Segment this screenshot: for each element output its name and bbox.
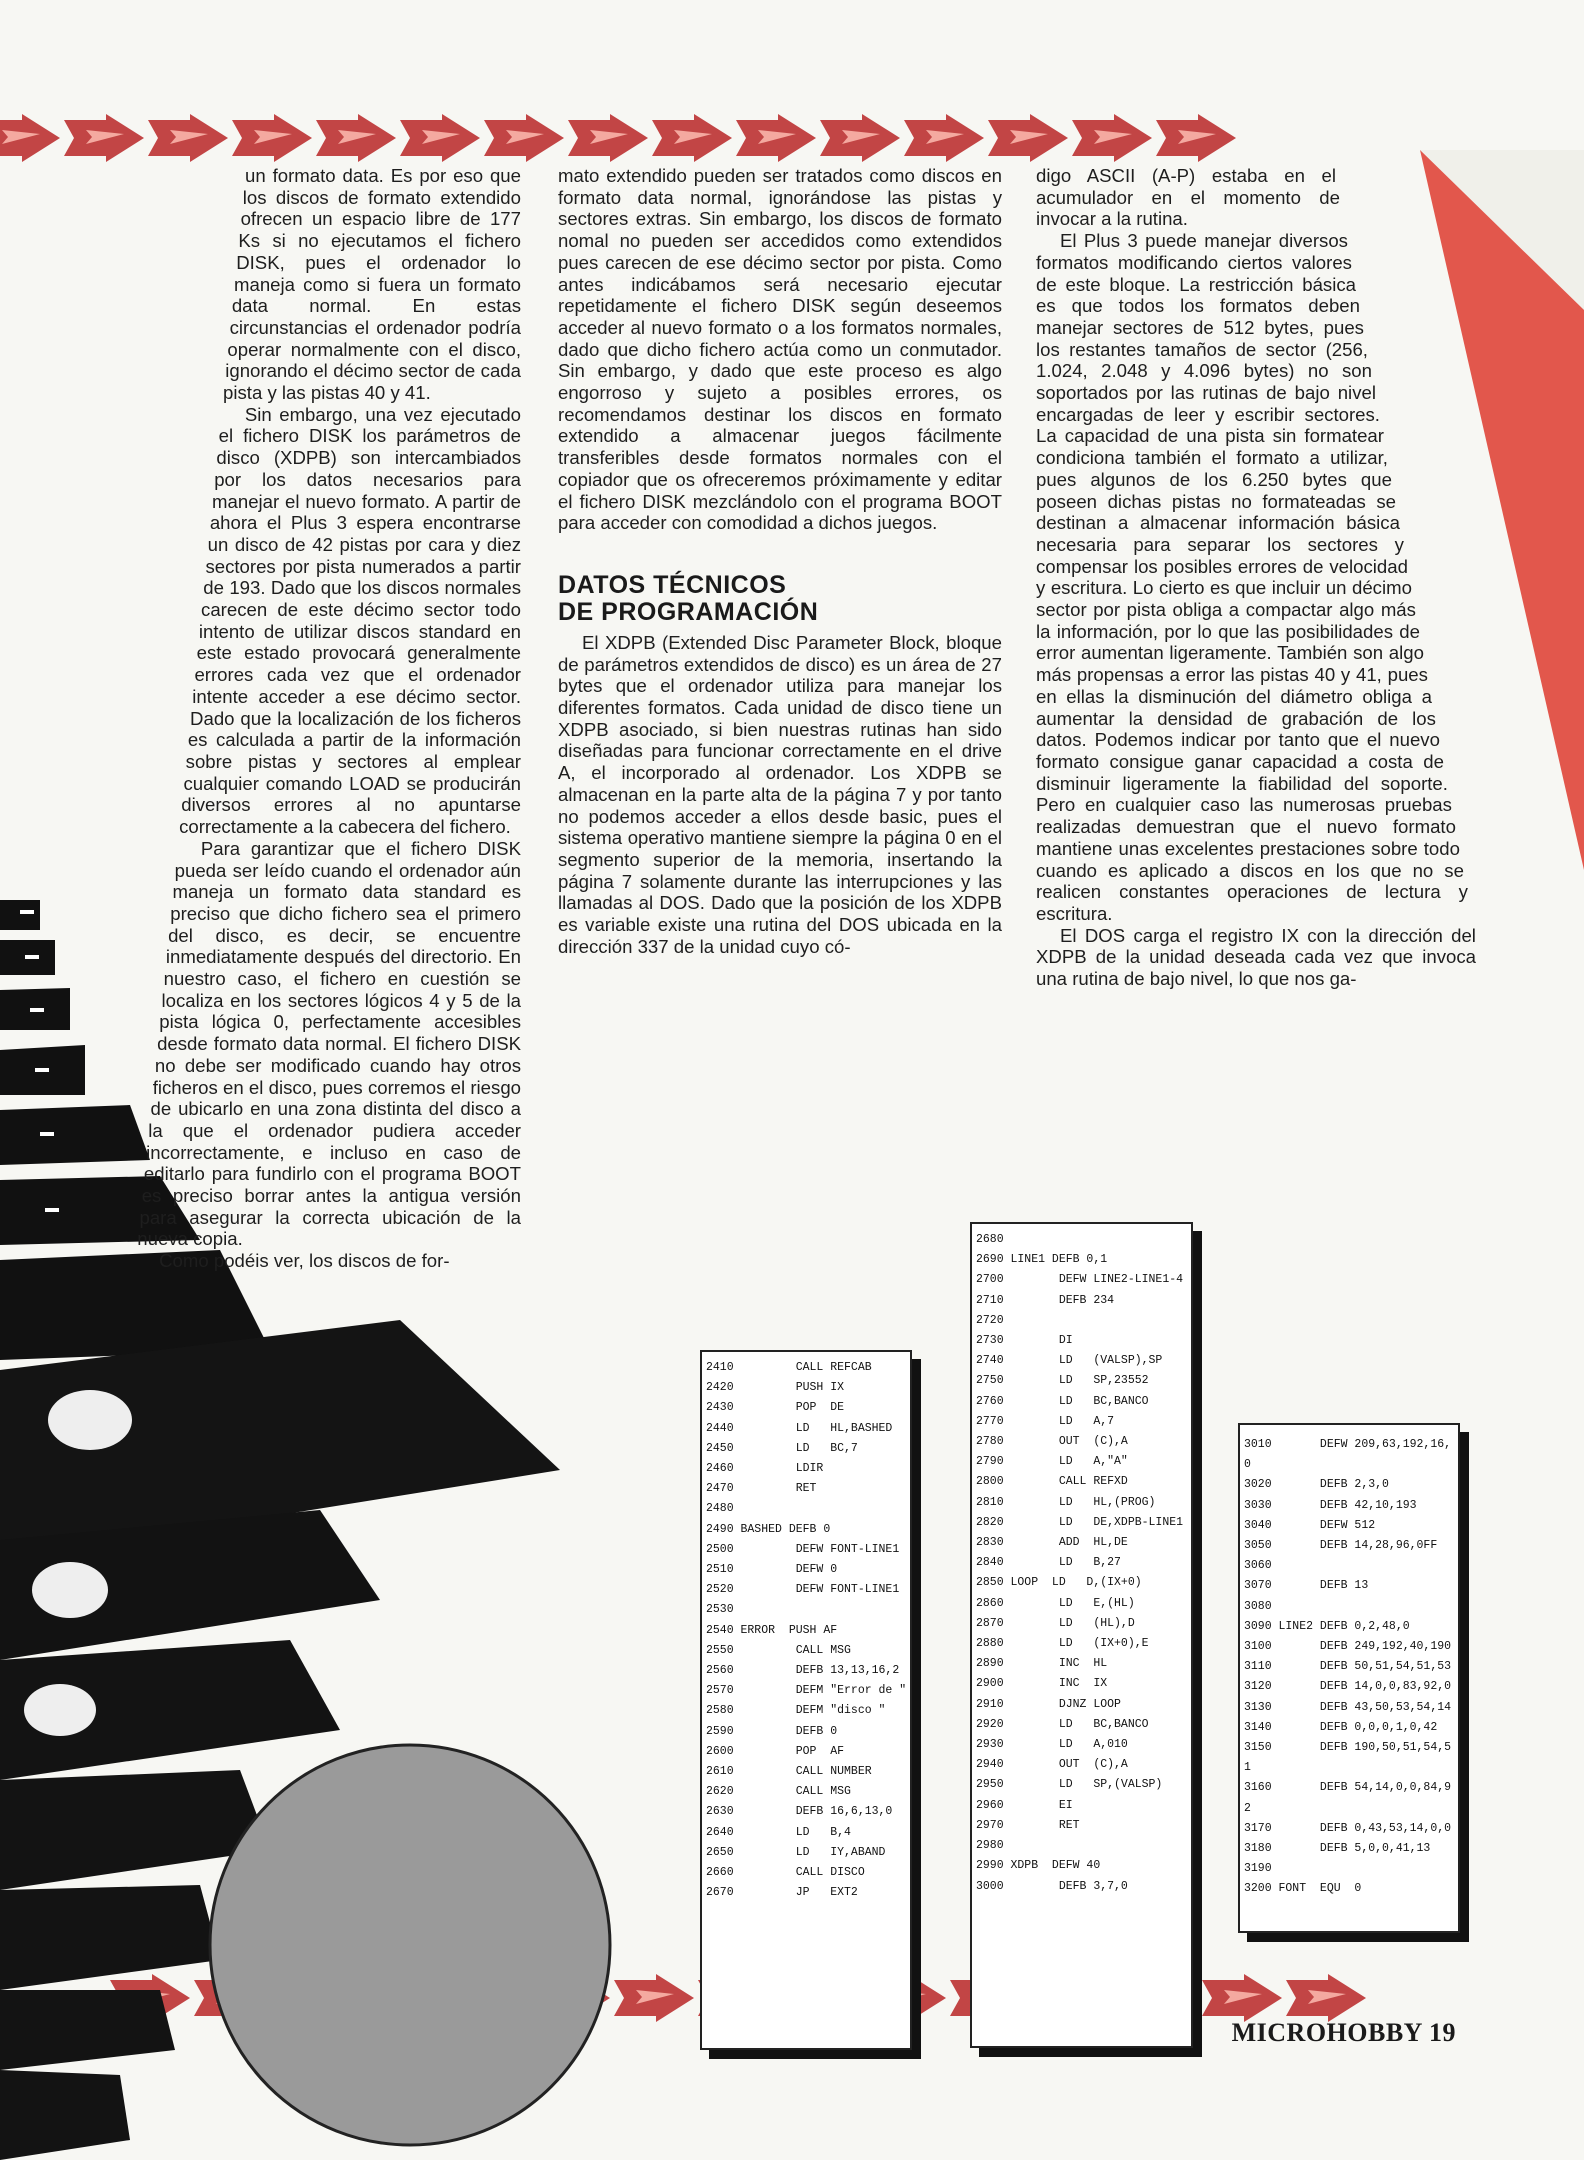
code-line: 2610 CALL NUMBER xyxy=(706,1765,872,1779)
code-line: 2490 BASHED DEFB 0 xyxy=(706,1522,831,1536)
code-line: 2540 ERROR PUSH AF xyxy=(706,1623,838,1637)
code-line: 3000 DEFB 3,7,0 xyxy=(976,1879,1128,1893)
code-line: 2600 POP AF xyxy=(706,1744,845,1758)
code-line: 2520 DEFW FONT-LINE1 xyxy=(706,1583,900,1597)
code-line: 2940 OUT (C),A xyxy=(976,1758,1128,1772)
code-line: 2950 LD SP,(VALSP) xyxy=(976,1778,1163,1792)
code-line: 2630 DEFB 16,6,13,0 xyxy=(706,1805,893,1819)
code-line: 2420 PUSH IX xyxy=(706,1381,845,1395)
code-line: 1 xyxy=(1244,1761,1251,1775)
arrow-icon xyxy=(988,114,1068,162)
code-line: 3190 xyxy=(1244,1862,1272,1876)
arrow-icon xyxy=(1072,114,1152,162)
arrow-icon xyxy=(820,114,900,162)
arrow-icon xyxy=(400,114,480,162)
code-line: 2790 LD A,"A" xyxy=(976,1455,1128,1469)
code-line: 3060 xyxy=(1244,1559,1272,1573)
arrow-icon xyxy=(0,114,60,162)
code-line: 3010 DEFW 209,63,192,16, xyxy=(1244,1438,1452,1451)
code-line: 3180 DEFB 5,0,0,41,13 xyxy=(1244,1842,1431,1856)
code-line: 2550 CALL MSG xyxy=(706,1643,851,1657)
code-listing-2 xyxy=(970,1222,1193,2048)
disk-circle-icon xyxy=(210,1745,610,2145)
arrow-icon xyxy=(316,114,396,162)
arrow-icon xyxy=(1202,1974,1282,2022)
code-line: 2800 CALL REFXD xyxy=(976,1475,1128,1489)
code-line: 2470 RET xyxy=(706,1482,817,1496)
code-line: 2930 LD A,010 xyxy=(976,1738,1128,1752)
code-line: 2590 DEFB 0 xyxy=(706,1724,838,1738)
code-line: 3050 DEFB 14,28,96,0FF xyxy=(1244,1539,1438,1553)
code-line: 3080 xyxy=(1244,1599,1272,1613)
code-line: 2990 XDPB DEFW 40 xyxy=(976,1859,1101,1873)
column-3 xyxy=(1036,165,1476,990)
arrow-icon xyxy=(652,114,732,162)
code-line: 2440 LD HL,BASHED xyxy=(706,1421,893,1435)
paragraph: El DOS carga el registro IX con la dirección del XDPB de la unidad deseada cada vez que invoca una rutina de bajo nivel, lo que nos ga- xyxy=(1036,924,1476,990)
column-1 xyxy=(85,165,521,1745)
section-title-line-2: DE PROGRAMACIÓN xyxy=(558,597,819,626)
code-line: 3100 DEFB 249,192,40,190 xyxy=(1244,1640,1452,1654)
page-footer xyxy=(1232,2018,1456,2048)
section-title xyxy=(558,572,1002,626)
code-line: 2530 xyxy=(706,1603,734,1617)
page-number: 19 xyxy=(1429,2018,1456,2047)
code-line: 2850 LOOP LD D,(IX+0) xyxy=(976,1576,1142,1590)
code-line: 3020 DEFB 2,3,0 xyxy=(1244,1478,1389,1492)
code-line: 2810 LD HL,(PROG) xyxy=(976,1495,1156,1509)
code-line: 0 xyxy=(1244,1458,1251,1472)
code-line: 3040 DEFW 512 xyxy=(1244,1518,1376,1532)
code-line: 3170 DEFB 0,43,53,14,0,0 xyxy=(1244,1821,1452,1835)
code-line: 2860 LD E,(HL) xyxy=(976,1596,1135,1610)
code-line: 2460 LDIR xyxy=(706,1462,824,1476)
code-line: 2880 LD (IX+0),E xyxy=(976,1637,1149,1651)
code-line: 2710 DEFB 234 xyxy=(976,1293,1115,1307)
code-line: 3110 DEFB 50,51,54,51,53 xyxy=(1244,1660,1452,1674)
code-line: 2820 LD DE,XDPB-LINE1 xyxy=(976,1515,1184,1529)
arrow-icon xyxy=(736,114,816,162)
code-listing-3 xyxy=(1238,1423,1460,1933)
code-line: 2450 LD BC,7 xyxy=(706,1441,858,1455)
code-line: 2620 CALL MSG xyxy=(706,1785,851,1799)
paragraph: El XDPB (Extended Disc Parameter Block, bloque de parámetros extendidos de disco) es un área de 27 bytes que el ordenador utiliza para manejar los diferentes formatos. Cada unidad de disco tiene un XDPB asociado, si bien nuestras rutinas han sido diseñadas para funcionar correctamente en el drive A, el incorporado al ordenador. Los XDPB se almacenan en la parte alta de la página 7 y por tanto no podemos acceder a ellos desde basic, pues el sistema operativo mantiene siempre la página 0 en el segmento superior de la memoria, insertando la página 7 solamente durante las interrupciones y las llamadas al DOS. Dado que la posición de los XDPB es variable existe una rutina del DOS ubicada en la dirección 337 de la unidad cuyo có- xyxy=(558,631,1002,957)
code-line: 3070 DEFB 13 xyxy=(1244,1579,1369,1593)
code-line: 2960 EI xyxy=(976,1798,1073,1812)
paragraph: Como podéis ver, los discos de for- xyxy=(159,1250,450,1272)
code-line: 2660 CALL DISCO xyxy=(706,1866,865,1880)
arrow-decoration-icon xyxy=(0,112,1280,164)
code-line: 2500 DEFW FONT-LINE1 xyxy=(706,1542,900,1556)
arrow-icon xyxy=(484,114,564,162)
code-line: 2780 OUT (C),A xyxy=(976,1435,1128,1449)
code-line: 2560 DEFB 13,13,16,2 xyxy=(706,1664,900,1678)
column-2 xyxy=(558,165,1002,958)
code-line: 3030 DEFB 42,10,193 xyxy=(1244,1498,1417,1512)
arrow-icon xyxy=(64,114,144,162)
code-line: 2920 LD BC,BANCO xyxy=(976,1717,1149,1731)
code-line: 2640 LD B,4 xyxy=(706,1825,851,1839)
code-line: 2430 POP DE xyxy=(706,1401,845,1415)
code-line: 2570 DEFM "Error de " xyxy=(706,1684,907,1698)
code-line: 3090 LINE2 DEFB 0,2,48,0 xyxy=(1244,1619,1410,1633)
code-line: 2480 xyxy=(706,1502,734,1516)
paragraph: mato extendido pueden ser tratados como discos en formato data normal, ignorándose las pistas y sectores extras. Sin embargo, los discos de formato nomal no pueden ser accedidos como extendidos pues carecen de ese décimo sector por pista. Como antes indicábamos será necesario ejecutar repetidamente el fichero DISK según deseemos acceder al nuevo formato o a los formatos normales, dado que dicho fichero actúa como un conmutador. Sin embargo, y dado que este proceso es algo engorroso y sujeto a posibles errores, os recomendamos destinar los discos en formato extendido a almacenar juegos fácilmente transferibles desde formatos normales con el copiador que os ofreceremos próximamente y editar el fichero DISK mezclándolo con el programa BOOT para acceder con comodidad a dichos juegos. xyxy=(558,165,1002,534)
code-line: 2910 DJNZ LOOP xyxy=(976,1697,1121,1711)
code-line: 3160 DEFB 54,14,0,0,84,9 xyxy=(1244,1781,1452,1795)
paragraph: digo ASCII (A-P) estaba en el acumulador en el momento de invocar a la rutina. xyxy=(1036,165,1340,230)
code-line: 2410 CALL REFCAB xyxy=(706,1361,872,1374)
paragraph: Sin embargo, una vez ejecutado el fichero DISK los parámetros de disco (XDPB) son intercambiados por los datos necesarios para manejar el nuevo formato. A partir de ahora el Plus 3 espera encontrarse un disco de 42 pistas por cara y diez sectores por pista numerados a partir de 193. Dado que los discos normales carecen de este décimo sector todo intento de utilizar discos standard en este estado provocará generalmente errores cada vez que el ordenador intente acceder a ese décimo sector. Dado que la localización de los ficheros es calculada a partir de la información sobre pistas y sectores al emplear cualquier comando LOAD se producirán diversos errores al no apuntarse correctamente a la cabecera del fichero. xyxy=(179,403,521,838)
paragraph: Para garantizar que el fichero DISK pueda ser leído cuando el ordenador aún maneja un formato data standard es preciso que dicho fichero sea el primero del disco, es decir, se encuentre inmediatamente después del directorio. En nuestro caso, el fichero en cuestión se localiza en los sectores lógicos 4 y 5 de la pista lógica 0, perfectamente accesibles desde formato data normal. El fichero DISK no debe ser modificado cuando hay otros ficheros en el disco, pues corremos el riesgo de ubicarlo en una zona distinta del disco a la que el ordenador pudiera acceder incorrectamente, e incluso en caso de editarlo para fundirlo con el programa BOOT es preciso borrar antes la antigua versión para asegurar la correcta ubicación de la nueva copia. xyxy=(137,837,521,1250)
code-line: 2580 DEFM "disco " xyxy=(706,1704,886,1718)
code-line: 3130 DEFB 43,50,53,54,14 xyxy=(1244,1700,1452,1714)
code-line: 3150 DEFB 190,50,51,54,5 xyxy=(1244,1741,1452,1755)
paragraph: El Plus 3 puede manejar diversos formatos modificando ciertos valores de este bloque. La restricción básica es que todos los formatos deben manejar sectores de 512 bytes, pues los restantes tamaños de sector (256, 1.024, 2.048 y 4.096 bytes) no son soportados por las rutinas de bajo nivel encargadas de leer y escribir sectores. La capacidad de una pista sin formatear condiciona también el formato a utilizar, pues algunos de los 6.250 bytes que poseen dichas pistas no formateadas se destinan a almacenar información básica necesaria para separar los sectores y compensar los posibles errores de velocidad y escritura. Lo cierto es que incluir un décimo sector por pista obliga a compactar algo más la información, por lo que las posibilidades de error aumentan ligeramente. También son algo más propensas a error las pistas 40 y 41, pues en ellas la disminución del diámetro obliga a aumentar la densidad de grabación de los datos. Podemos indicar por tanto que el nuevo formato consigue ganar capacidad a costa de disminuir ligeramente la fiabilidad del soporte. Pero en cualquier caso las numerosas pruebas realizadas demuestran que el nuevo formato mantiene unas excelentes prestaciones sobre todo cuando es aplicado a discos en los que no se realicen constantes operaciones de lectura y escritura. xyxy=(1036,230,1468,924)
code-line: 2770 LD A,7 xyxy=(976,1414,1115,1428)
arrow-icon xyxy=(148,114,228,162)
code-line: 3200 FONT EQU 0 xyxy=(1244,1882,1362,1896)
magazine-name: MICROHOBBY xyxy=(1231,2018,1422,2047)
top-arrow-strip xyxy=(0,112,1280,164)
code-line: 2720 xyxy=(976,1313,1004,1327)
arrow-icon xyxy=(568,114,648,162)
section-title-line-1: DATOS TÉCNICOS xyxy=(558,570,787,599)
code-line: 2830 ADD HL,DE xyxy=(976,1536,1128,1550)
arrow-icon xyxy=(232,114,312,162)
code-line: 2700 DEFW LINE2-LINE1-4 xyxy=(976,1273,1184,1287)
code-line: 2890 INC HL xyxy=(976,1657,1108,1671)
arrow-icon xyxy=(1156,114,1236,162)
code-line: 3120 DEFB 14,0,0,83,92,0 xyxy=(1244,1680,1452,1694)
code-line: 2840 LD B,27 xyxy=(976,1556,1121,1570)
code-line: 2510 DEFW 0 xyxy=(706,1563,838,1577)
code-line: 2750 LD SP,23552 xyxy=(976,1374,1149,1388)
code-line: 2980 xyxy=(976,1839,1004,1853)
arrow-icon xyxy=(1286,1974,1366,2022)
code-line: 2670 JP EXT2 xyxy=(706,1886,858,1900)
code-line: 2680 xyxy=(976,1233,1004,1246)
code-line: 2 xyxy=(1244,1801,1251,1815)
code-line: 2740 LD (VALSP),SP xyxy=(976,1354,1163,1368)
code-line: 2690 LINE1 DEFB 0,1 xyxy=(976,1253,1108,1267)
code-line: 2900 INC IX xyxy=(976,1677,1108,1691)
code-listing-1 xyxy=(700,1350,912,2050)
code-line: 2650 LD IY,ABAND xyxy=(706,1845,886,1859)
code-line: 2870 LD (HL),D xyxy=(976,1616,1135,1630)
code-line: 3140 DEFB 0,0,0,1,0,42 xyxy=(1244,1720,1438,1734)
code-line: 2730 DI xyxy=(976,1334,1073,1348)
arrow-icon xyxy=(904,114,984,162)
paragraph: un formato data. Es por eso que los discos de formato extendido ofrecen un espacio libre de 177 Ks si no ejecutamos el fichero DISK, pues el ordenador lo maneja como si fuera un formato data normal. En estas circunstancias el ordenador podría operar normalmente con el disco, ignorando el décimo sector de cada pista y las pistas 40 y 41. xyxy=(223,165,521,404)
code-line: 2970 RET xyxy=(976,1818,1080,1832)
code-line: 2760 LD BC,BANCO xyxy=(976,1394,1149,1408)
